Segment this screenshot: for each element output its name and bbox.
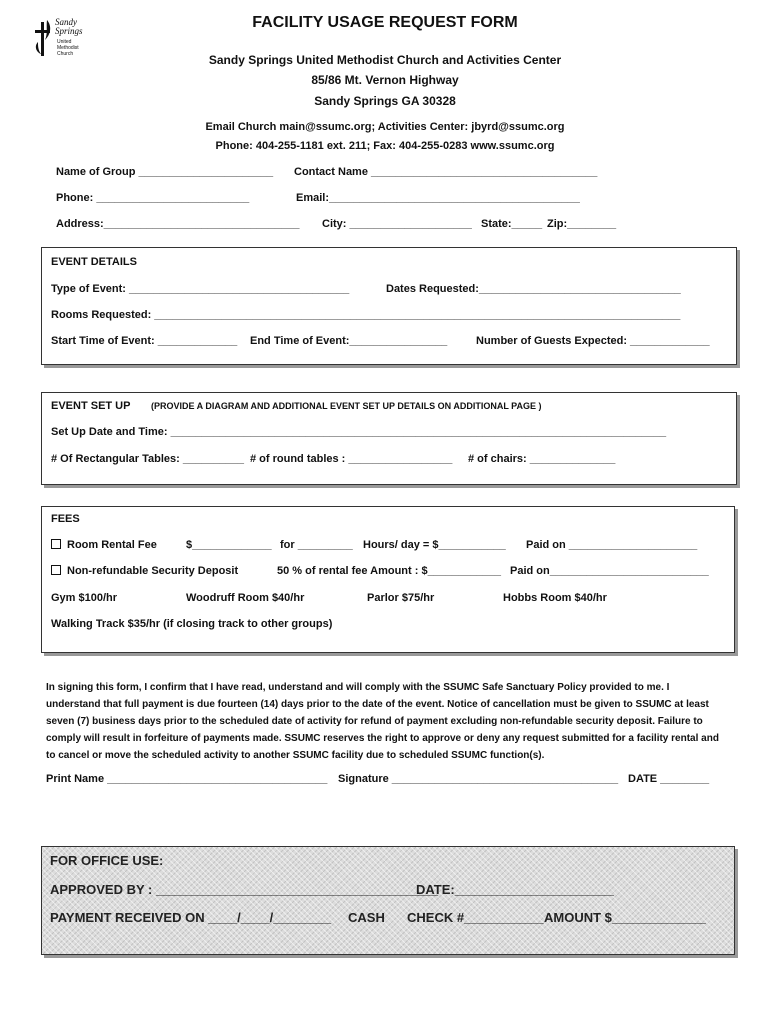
start-time-field[interactable]: Start Time of Event: _____________ [51, 335, 238, 347]
room-rental-paid-field[interactable]: Paid on _____________________ [526, 539, 698, 551]
cash-label: CASH [348, 910, 385, 925]
office-use-heading: FOR OFFICE USE: [50, 853, 164, 868]
email-field[interactable]: Email:_________________________________________ [296, 192, 580, 204]
gym-rate: Gym $100/hr [51, 592, 118, 604]
room-rental-amount-field[interactable]: $_____________ [186, 539, 272, 551]
event-type-field[interactable]: Type of Event: ____________________________________ [51, 283, 350, 295]
security-amount-field[interactable]: 50 % of rental fee Amount : $____________ [277, 565, 501, 577]
amount-field[interactable]: AMOUNT $_____________ [544, 910, 706, 925]
logo-text-united: United [57, 39, 72, 45]
guests-expected-field[interactable]: Number of Guests Expected: _____________ [476, 335, 710, 347]
fees-section [41, 506, 735, 653]
logo-text-sandy: Sandy [55, 17, 77, 27]
security-deposit-option[interactable] [51, 565, 238, 577]
signature-date-field[interactable]: DATE ________ [628, 773, 710, 785]
event-setup-note: (PROVIDE A DIAGRAM AND ADDITIONAL EVENT SET UP DETAILS ON ADDITIONAL PAGE ) [151, 401, 542, 411]
approved-by-field[interactable]: APPROVED BY : _______________________________________ [50, 882, 438, 897]
walking-track-rate: Walking Track $35/hr (if closing track to other groups) [51, 618, 333, 630]
rooms-requested-field[interactable]: Rooms Requested: ______________________________________________________________________________________ [51, 309, 681, 321]
rectangular-tables-field[interactable]: # Of Rectangular Tables: __________ [51, 453, 245, 465]
org-address-line2: Sandy Springs GA 30328 [314, 94, 456, 108]
room-rental-checkbox[interactable] [51, 539, 61, 549]
woodruff-room-rate: Woodruff Room $40/hr [186, 592, 305, 604]
security-paid-field[interactable]: Paid on__________________________ [510, 565, 709, 577]
agreement-text: In signing this form, I confirm that I have read, understand and will comply with the SSUMC Safe Sanctuary Policy provided to me. I understand that full payment is due fourteen (14) days prior to the date of the event. Notice of cancellation must be given to SSUMC at least seven (7) business days prior to the scheduled date of activity for refund of payment excluding non-refundable security deposit. Failure to comply will result in forfeiture of payments made. SSUMC reserves the right to approve or deny any request submitted for a facility rental and to cancel or move the scheduled activity to another SSUMC facility due to scheduled SSUMC function(s). [46, 682, 719, 761]
room-rental-for-field[interactable]: for _________ [280, 539, 353, 551]
signature-field[interactable]: Signature _____________________________________ [338, 773, 619, 785]
zip-field[interactable]: Zip:________ [547, 218, 617, 230]
org-email-line: Email Church main@ssumc.org; Activities Center: jbyrd@ssumc.org [205, 121, 565, 133]
org-phone-line: Phone: 404-255-1181 ext. 211; Fax: 404-255-0283 www.ssumc.org [215, 140, 555, 152]
parlor-rate: Parlor $75/hr [367, 592, 435, 604]
payment-received-field[interactable]: PAYMENT RECEIVED ON ____/____/________ [50, 910, 332, 925]
security-deposit-checkbox[interactable] [51, 565, 61, 575]
chairs-field[interactable]: # of chairs: ______________ [468, 453, 616, 465]
group-name-field[interactable]: Name of Group ______________________ [56, 166, 274, 178]
security-deposit-label: Non-refundable Security Deposit [67, 565, 239, 577]
approved-date-field[interactable]: DATE:______________________ [416, 882, 614, 897]
event-details-heading: EVENT DETAILS [51, 256, 137, 268]
address-field[interactable]: Address:________________________________ [56, 218, 300, 230]
room-rental-option[interactable] [51, 539, 157, 551]
print-name-field[interactable]: Print Name ____________________________________ [46, 773, 328, 785]
fees-heading: FEES [51, 513, 80, 525]
event-details-section [41, 247, 737, 365]
room-rental-hours-field[interactable]: Hours/ day = $___________ [363, 539, 506, 551]
dates-requested-field[interactable]: Dates Requested:_________________________________ [386, 283, 681, 295]
hobbs-room-rate: Hobbs Room $40/hr [503, 592, 607, 604]
logo-text-church: Church [57, 51, 74, 57]
contact-name-field[interactable]: Contact Name _____________________________________ [294, 166, 598, 178]
org-name: Sandy Springs United Methodist Church and Activities Center [208, 53, 562, 67]
city-field[interactable]: City: ____________________ [322, 218, 472, 230]
check-number-field[interactable]: CHECK #___________ [407, 910, 544, 925]
state-field[interactable]: State:_____ [481, 218, 543, 230]
logo-text-methodist: Methodist [57, 45, 79, 51]
phone-field[interactable]: Phone: _________________________ [56, 192, 250, 204]
setup-date-field[interactable]: Set Up Date and Time: _________________________________________________________________________________ [51, 426, 667, 438]
end-time-field[interactable]: End Time of Event:________________ [250, 335, 448, 347]
org-address-line1: 85/86 Mt. Vernon Highway [311, 73, 459, 87]
event-setup-heading: EVENT SET UP [51, 400, 131, 412]
form-title: FACILITY USAGE REQUEST FORM [252, 14, 518, 31]
room-rental-label: Room Rental Fee [67, 539, 157, 551]
logo-text-springs: Springs [55, 26, 83, 36]
round-tables-field[interactable]: # of round tables : _________________ [250, 453, 453, 465]
